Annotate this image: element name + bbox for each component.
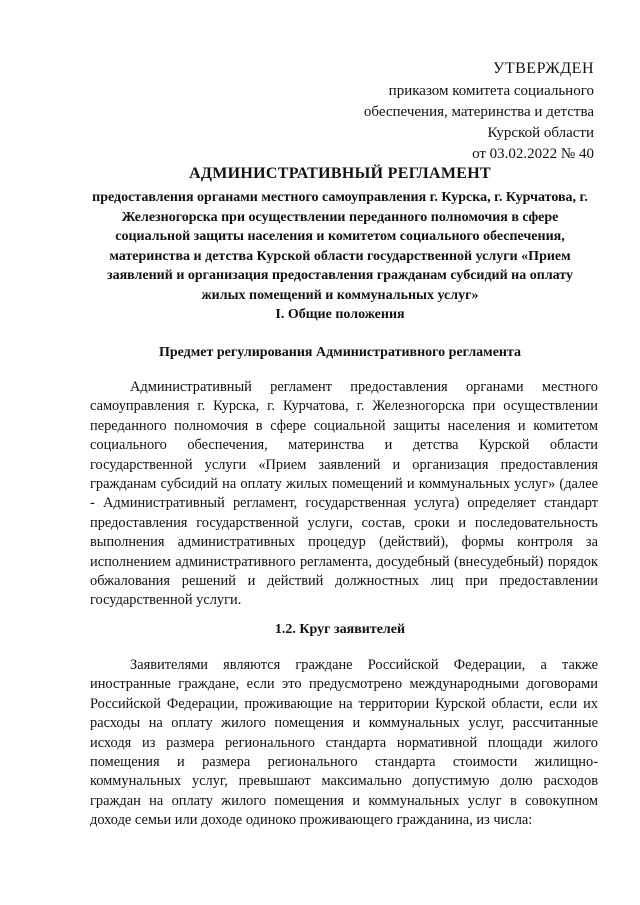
document-title: АДМИНИСТРАТИВНЫЙ РЕГЛАМЕНТ: [189, 165, 491, 182]
section-heading-applicants: 1.2. Круг заявителей: [274, 622, 406, 637]
approval-block: [364, 58, 594, 165]
approval-line-2: обеспечения, материнства и детства: [363, 104, 594, 120]
approval-line-3: Курской области: [487, 125, 594, 141]
document-subtitle: предоставления органами местного самоуправления г. Курска, г. Курчатова, г. Железногорска при осуществлении переданного полномочия в сфере социальной защиты населения и комитетом социального обеспечения, материнства и детства Курской области государственной услуги «Прием заявлений и организация предоставления гражданам субсидий на оплату жилых помещений и коммунальных услуг»: [92, 190, 588, 303]
approval-stamp: УТВЕРЖДЕН: [493, 60, 594, 77]
section-heading-general: I. Общие положения: [275, 307, 405, 322]
applicants-paragraph: Заявителями являются граждане Российской Федерации, а также иностранные граждане, если это предусмотрено международными договорами Российской Федерации, проживающие на территории Курской области, если их расходы на оплату жилого помещения и коммунальных услуг, рассчитанные исходя из размера регионального стандарта нормативной площади жилого помещения и размера регионального стандарта стоимости жилищно-коммунальных услуг, превышают максимально допустимую долю расходов граждан на оплату жилого помещения и коммунальных услуг в совокупном доходе семьи или доходе одиноко проживающего гражданина, из числа:: [90, 657, 598, 829]
subject-heading: Предмет регулирования Административного регламента: [158, 345, 522, 360]
title-block: [90, 164, 590, 325]
approval-line-1: приказом комитета социального: [388, 83, 594, 99]
regulation-paragraph: Административный регламент предоставления органами местного самоуправления г. Курска, г. Курчатова, г. Железногорска при осуществлении переданного полномочия в сфере социальной защиты населения и комитетом социального обеспечения, материнства и детства Курской области государственной услуги «Прием заявлений и организация предоставления гражданам субсидий на оплату жилых помещений и коммунальных услуг» (далее - Административный регламент, государственная услуга) определяет стандарт предоставления государственной услуги, состав, сроки и последовательность выполнения административных процедур (действий), формы контроля за исполнением административного регламента, досудебный (внесудебный) порядок обжалования решений и действий должностных лиц при предоставлении государственной услуги.: [90, 379, 598, 609]
approval-date-number: от 03.02.2022 № 40: [472, 146, 594, 162]
